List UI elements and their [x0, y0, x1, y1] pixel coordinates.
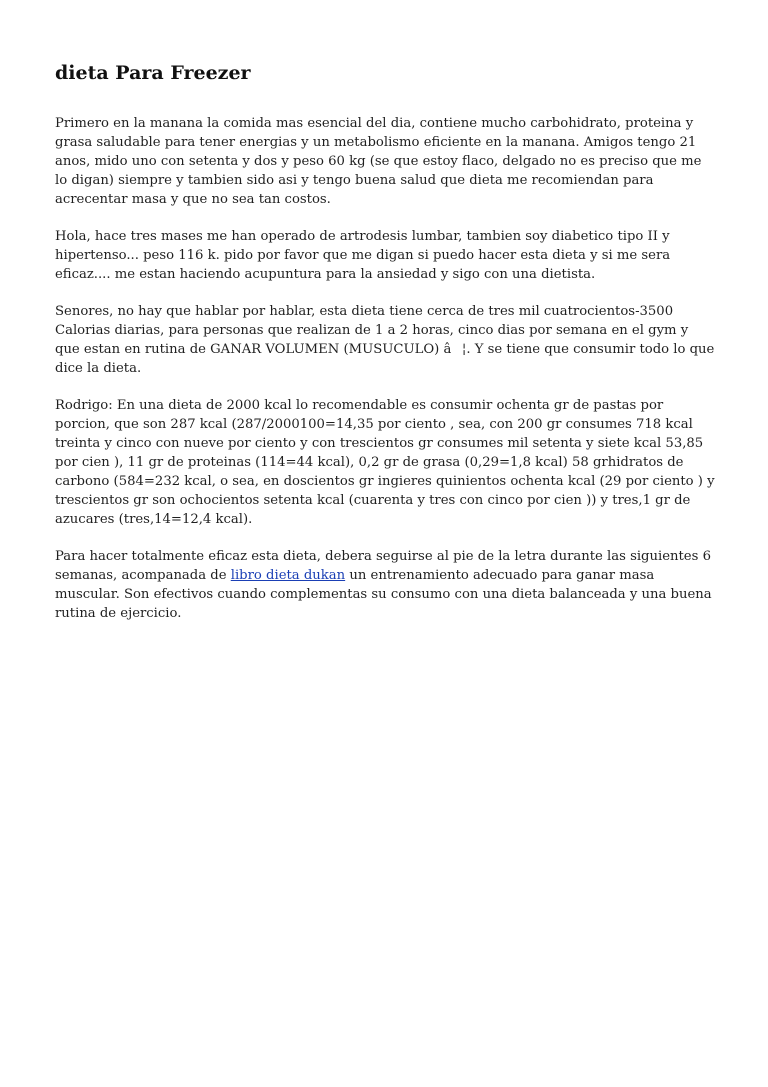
- document-page: [55, 60, 715, 641]
- paragraph-2: Hola, hace tres mases me han operado de artrodesis lumbar, tambien soy diabetico tipo II y hipertenso... peso 116 k. pido por favor que me digan si puedo hacer esta dieta y si me sera eficaz.... me estan haciendo acupuntura para la ansiedad y sigo con una dietista.: [55, 229, 671, 282]
- paragraph-4: Rodrigo: En una dieta de 2000 kcal lo recomendable es consumir ochenta gr de pastas por porcion, que son 287 kcal (287/2000100=14,35 por ciento , sea, con 200 gr consumes 718 kcal treinta y cinco con nueve por ciento y con trescientos gr consumes mil setenta y siete kcal 53,85 por cien ), 11 gr de proteinas (114=44 kcal), 0,2 gr de grasa (0,29=1,8 kcal) 58 grhidratos de carbono (584=232 kcal, o sea, en doscientos gr ingieres quinientos ochenta kcal (29 por ciento ) y trescientos gr son ochocientos setenta kcal (cuarenta y tres con cinco por cien )) y tres,1 gr de azucares (tres,14=12,4 kcal).: [55, 398, 715, 527]
- paragraph-3: Senores, no hay que hablar por hablar, esta dieta tiene cerca de tres mil cuatrocientos-3500 Calorias diarias, para personas que realizan de 1 a 2 horas, cinco dias por semana en el gym y que estan en rutina de GANAR VOLUMEN (MUSUCULO) â¦. Y se tiene que consumir todo lo que dice la dieta.: [55, 304, 715, 376]
- libro-dieta-dukan-link[interactable]: libro dieta dukan: [230, 568, 346, 583]
- document-title: dieta Para Freezer: [55, 62, 251, 84]
- paragraph-5-after-link: un entrenamiento adecuado para ganar masa muscular. Son efectivos cuando complementas su consumo con una dieta balanceada y una buena rutina de ejercicio.: [55, 568, 712, 621]
- paragraph-1: Primero en la manana la comida mas esencial del dia, contiene mucho carbohidrato, proteina y grasa saludable para tener energias y un metabolismo eficiente en la manana. Amigos tengo 21 anos, mido uno con setenta y dos y peso 60 kg (se que estoy flaco, delgado no es preciso que me lo digan) siempre y tambien sido asi y tengo buena salud que dieta me recomiendan para acrecentar masa y que no sea tan costos.: [55, 116, 702, 207]
- paragraph-5: [55, 547, 715, 623]
- paragraph-5-before-link: Para hacer totalmente eficaz esta dieta, debera seguirse al pie de la letra durante las siguientes 6 semanas, acompanada de: [55, 549, 711, 583]
